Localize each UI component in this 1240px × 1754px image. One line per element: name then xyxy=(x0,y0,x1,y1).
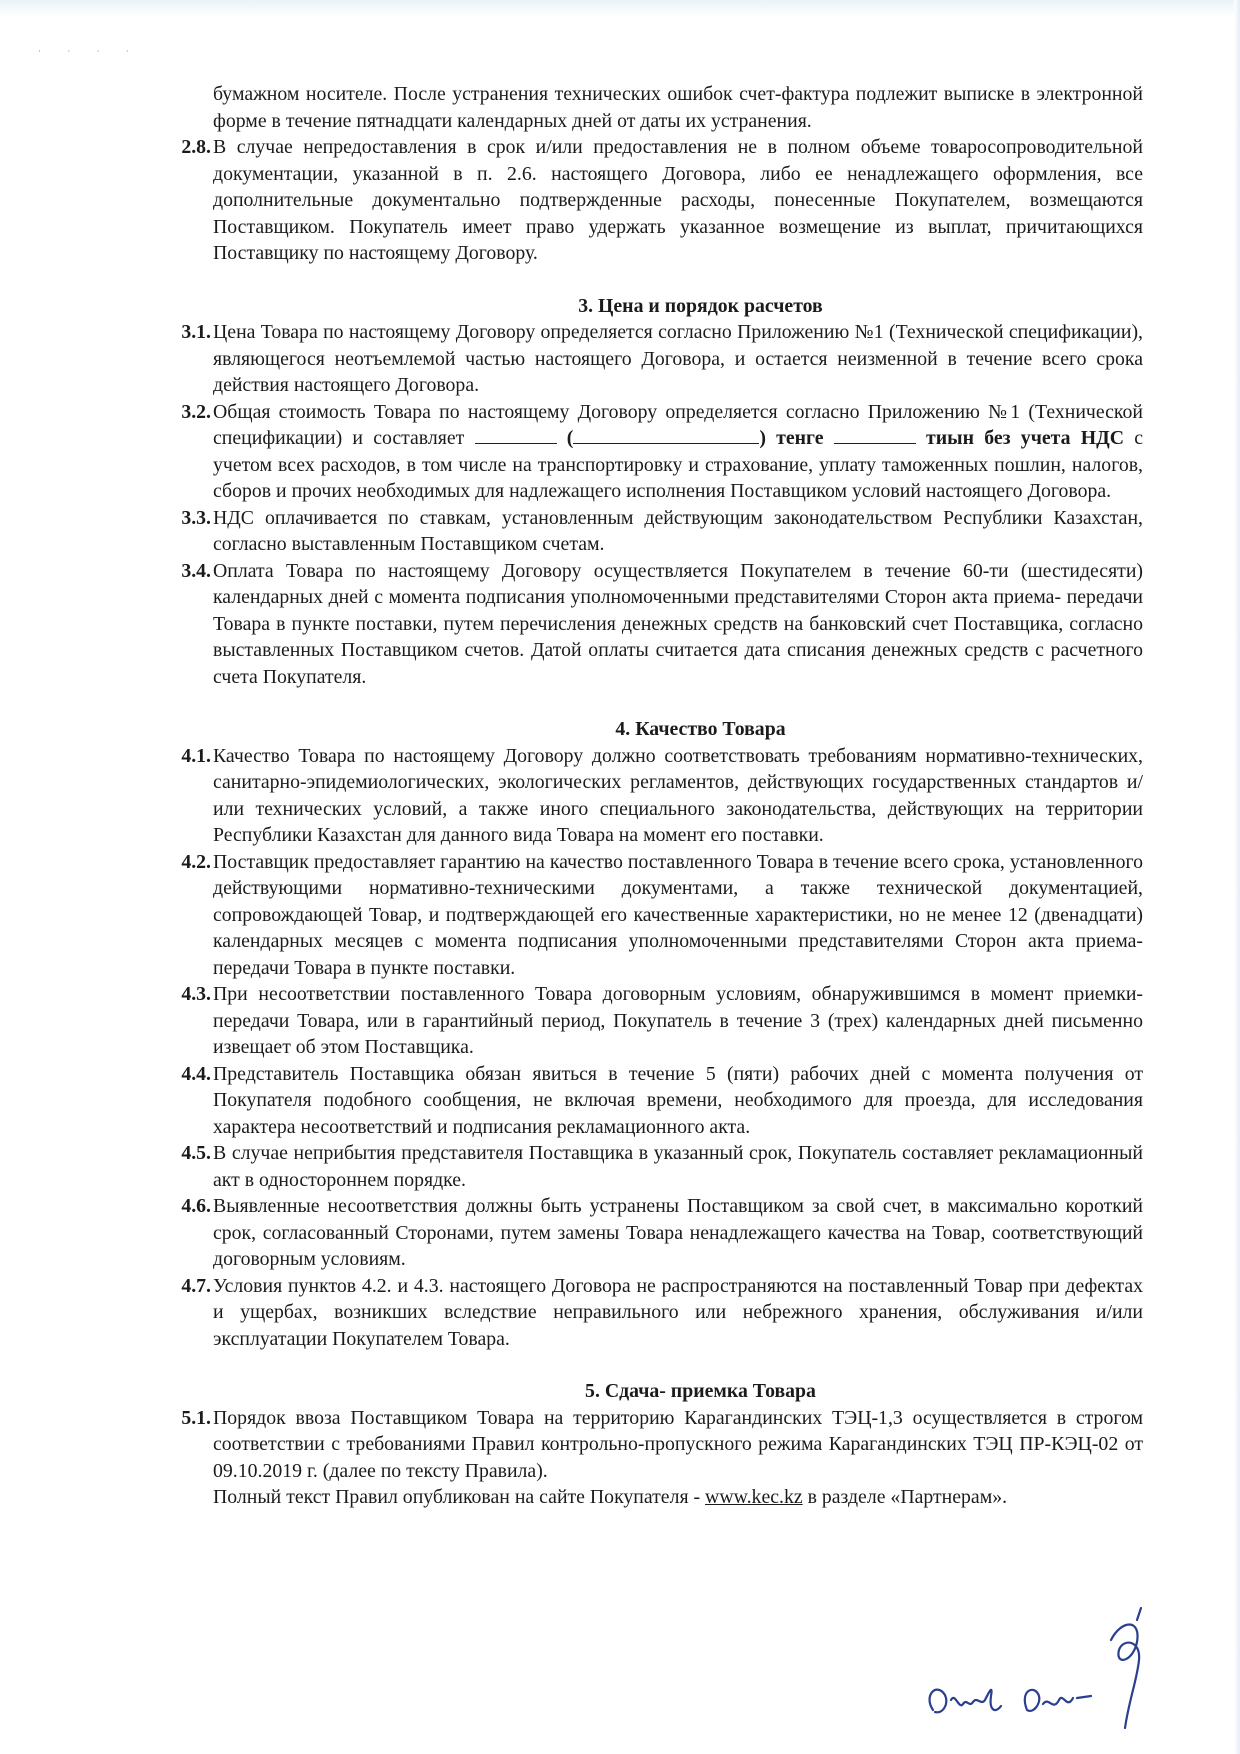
amount-blank-field xyxy=(475,425,557,444)
clause-text-part: Общая стоимость Товара по настоящему Договору определяется согласно Приложению №1 (Технической спецификации) и составляет xyxy=(213,400,1143,449)
clause-number: 4.7. xyxy=(181,1274,211,1297)
clause-number: 4.4. xyxy=(181,1062,211,1085)
clause-number: 4.1. xyxy=(181,744,211,767)
scan-artifact: · · · · xyxy=(38,46,141,56)
scan-edge-top xyxy=(0,0,1240,18)
handwritten-signatures xyxy=(915,1600,1175,1740)
clause-4-2 xyxy=(168,849,1143,982)
signature-main xyxy=(1111,1608,1141,1728)
scan-edge-right xyxy=(1234,0,1240,1754)
clause-3-1 xyxy=(168,319,1143,399)
clause-text-part: Полный текст Правил опубликован на сайте Покупателя - xyxy=(213,1486,701,1508)
clause-text: В случае непредоставления в срок и/или предоставления не в полном объеме товаросопроводительной документации, указанной в п. 2.6. настоящего Договора, либо ее ненадлежащего оформления, все дополнительные документально подтвержденные расходы, понесенные Покупателем, возмещаются Поставщиком. Покупатель имеет право удержать указанное возмещение из выплат, причитающихся Поставщику по настоящему Договору. xyxy=(213,136,1143,264)
clause-5-1 xyxy=(168,1405,1143,1511)
clause-number: 4.6. xyxy=(181,1195,211,1217)
clause-text: Условия пунктов 4.2. и 4.3. настоящего Договора не распространяются на поставленный Товар при дефектах и ущербах, возникших вследствие неправильного или небрежного хранения, обслуживания и/или эксплуатации Покупателем Товара. xyxy=(213,1274,1143,1350)
clause-3-2 xyxy=(168,399,1143,505)
clause-text-part: Порядок ввоза Поставщиком Товара на территорию Карагандинских ТЭЦ-1,3 осуществляется в строгом соответствии с требованиями Правил контрольно-пропускного режима Карагандинских ТЭЦ ПР-КЭЦ-02 от 09.10.2019 г. (далее по тексту Правила). xyxy=(213,1406,1143,1482)
clause-text-part: в разделе «Партнерам». xyxy=(807,1486,1008,1508)
clause-number: 3.2. xyxy=(181,400,211,423)
clause-4-1 xyxy=(168,743,1143,849)
clause-number: 3.1. xyxy=(181,321,211,343)
amount-words-blank-field xyxy=(573,425,759,444)
clause-4-3 xyxy=(168,981,1143,1061)
tiyn-blank-field xyxy=(834,425,916,444)
signature-initials-2 xyxy=(1025,1690,1091,1711)
clause-4-7 xyxy=(168,1273,1143,1353)
clause-number: 3.4. xyxy=(181,559,211,582)
clause-number: 5.1. xyxy=(181,1406,211,1429)
document-body xyxy=(168,81,1143,1511)
clause-text: При несоответствии поставленного Товара договорным условиям, обнаружившимся в момент приемки-передачи Товара, или в гарантийный период, Покупатель в течение 3 (трех) календарных дней письменно извещает об этом Поставщика. xyxy=(213,983,1143,1058)
clause-number: 2.8. xyxy=(181,136,211,158)
clause-text: Выявленные несоответствия должны быть устранены Поставщиком за свой счет, в максимально короткий срок, согласованный Сторонами, путем замены Товара ненадлежащего качества на Товар, соответствующий договорным условиям. xyxy=(213,1195,1143,1270)
clause-4-5 xyxy=(168,1140,1143,1193)
clause-text: Поставщик предоставляет гарантию на качество поставленного Товара в течение всего срока, установленного действующими нормативно-техническими документами, а также технической документацией, сопровождающей Товар, и подтверждающей его качественные характеристики, но не менее 12 (двенадцати) календарных месяцев с момента подписания уполномоченными представителями Сторон акта приема-передачи Товара в пункте поставки. xyxy=(213,850,1143,979)
clause-4-6 xyxy=(168,1193,1143,1273)
currency-tenge: ) тенге xyxy=(759,427,824,449)
clause-2-8 xyxy=(168,134,1143,267)
clause-number: 4.5. xyxy=(181,1142,211,1164)
signature-initials-1 xyxy=(930,1690,1001,1713)
paren-open: ( xyxy=(566,427,574,449)
website-link[interactable]: www.kec.kz xyxy=(705,1486,803,1508)
clause-number: 4.2. xyxy=(181,850,211,873)
clause-text xyxy=(213,399,1143,505)
clause-text: Цена Товара по настоящему Договору определяется согласно Приложению №1 (Технической спецификации), являющегося неотъемлемой частью настоящего Договора, и остается неизменной в течение всего срока действия настоящего Договора. xyxy=(213,321,1143,396)
currency-tiyn: тиын без учета НДС xyxy=(926,427,1124,449)
clause-text: Представитель Поставщика обязан явиться в течение 5 (пяти) рабочих дней с момента получения от Покупателя подобного сообщения, не включая времени, необходимого для проезда, для исследования характера несоответствий и подписания рекламационного акта. xyxy=(213,1062,1143,1138)
clause-text: В случае неприбытия представителя Поставщика в указанный срок, Покупатель составляет рекламационный акт в одностороннем порядке. xyxy=(213,1142,1143,1191)
section-heading-3: 3. Цена и порядок расчетов xyxy=(578,294,823,317)
clause-text: Оплата Товара по настоящему Договору осуществляется Покупателем в течение 60-ти (шестидесяти) календарных дней с момента подписания уполномоченными представителями Сторон акта приема- передачи Товара в пункте поставки, путем перечисления денежных средств на банковский счет Поставщика, согласно выставленных Поставщиком счетов. Датой оплаты считается дата списания денежных средств с расчетного счета Покупателя. xyxy=(213,559,1143,688)
clause-3-4 xyxy=(168,558,1143,691)
section-heading-4: 4. Качество Товара xyxy=(615,718,786,740)
clause-4-4 xyxy=(168,1061,1143,1141)
clause-text xyxy=(213,1405,1143,1511)
clause-text: Качество Товара по настоящему Договору должно соответствовать требованиям нормативно-технических, санитарно-эпидемиологических, экологических регламентов, действующих государственных стандартов и/или технических условий, а также иного специального законодательства, действующих на территории Республики Казахстан для данного вида Товара на момент его поставки. xyxy=(213,744,1143,846)
section-heading-5: 5. Сдача- приемка Товара xyxy=(585,1380,816,1402)
clause-3-3 xyxy=(168,505,1143,558)
clause-text-part: с учетом всех расходов, в том числе на транспортировку и страхование, уплату таможенных пошлин, налогов, сборов и прочих необходимых для надлежащего исполнения Поставщиком условий настоящего Договора. xyxy=(213,427,1143,502)
clause-number: 4.3. xyxy=(181,983,211,1005)
clause-number: 3.3. xyxy=(181,506,211,529)
clause-text: НДС оплачивается по ставкам, установленным действующим законодательством Республики Казахстан, согласно выставленным Поставщиком счетам. xyxy=(213,506,1143,555)
continued-paragraph: бумажном носителе. После устранения технических ошибок счет-фактура подлежит выписке в электронной форме в течение пятнадцати календарных дней от даты их устранения. xyxy=(213,83,1143,132)
